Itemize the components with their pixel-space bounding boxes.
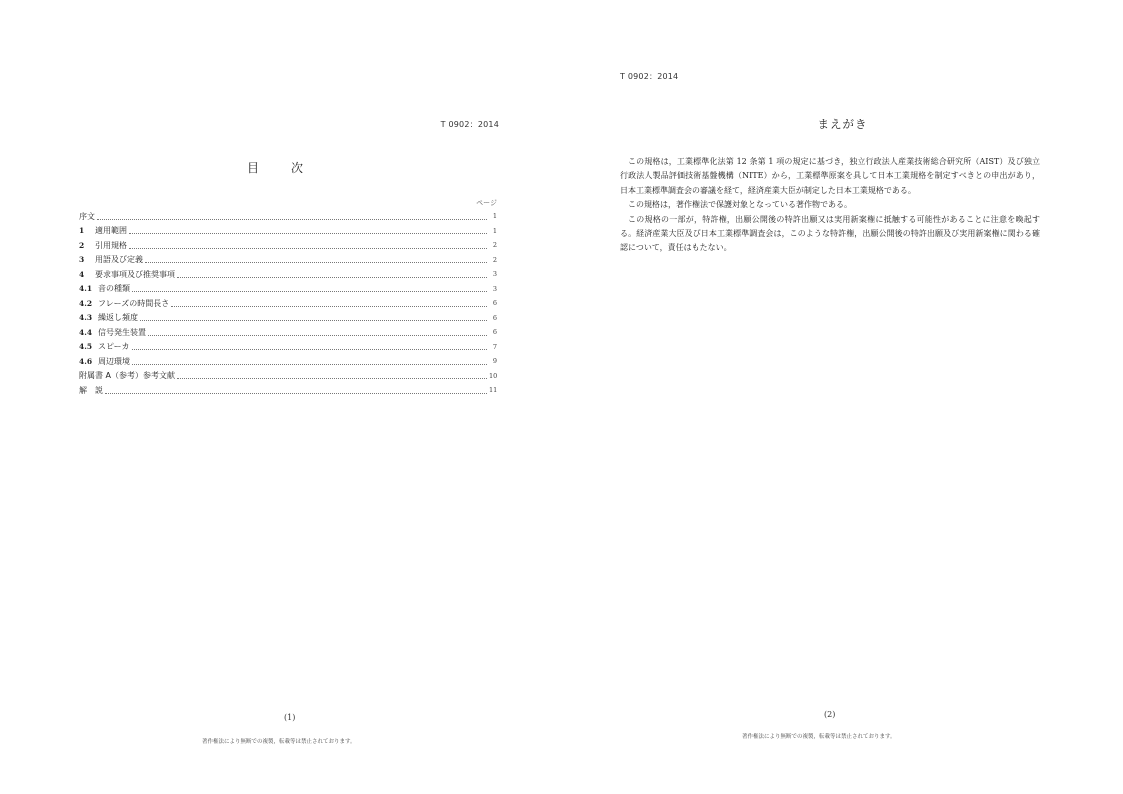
toc-leader-dots <box>132 349 487 350</box>
toc-leader-dots <box>132 364 487 365</box>
toc-entry-page: 6 <box>492 299 497 308</box>
toc-entry-label: 周辺環境 <box>98 356 130 366</box>
copyright-notice: 著作権法により無断での複製，転載等は禁止されております。 <box>742 734 896 740</box>
toc-entry[interactable] <box>79 325 497 340</box>
toc-entry-page: 10 <box>489 371 498 380</box>
toc-entry-number: 4.6 <box>79 356 93 366</box>
standard-code: T 0902：2014 <box>620 72 679 81</box>
toc-leader-dots <box>97 219 487 220</box>
toc-entry-number: 4.5 <box>79 342 93 352</box>
toc-entry-label: スピーカ <box>98 342 130 352</box>
toc-entry-page: 2 <box>492 255 497 264</box>
toc-entry-page: 3 <box>492 284 497 293</box>
toc-entry-label: 要求事項及び推奨事項 <box>95 269 175 279</box>
preface-paragraph: この規格は，著作権法で保護対象となっている著作物である。 <box>628 200 852 210</box>
toc-entry-number: 4.3 <box>79 313 93 323</box>
toc-entry[interactable] <box>79 340 497 355</box>
toc-entry-page: 3 <box>492 270 497 279</box>
toc-leader-dots <box>148 335 487 336</box>
toc-entry-label: 用語及び定義 <box>95 255 143 265</box>
toc-entry-label: 適用範囲 <box>95 226 127 236</box>
toc-entry-label: 序文 <box>79 211 95 221</box>
toc-entry-page: 11 <box>489 386 498 395</box>
toc-leader-dots <box>177 378 487 379</box>
toc-entry[interactable] <box>79 296 497 311</box>
toc-leader-dots <box>145 262 487 263</box>
toc-entry-page: 6 <box>492 328 497 337</box>
toc-entry-label: 附属書 A（参考）参考文献 <box>79 371 176 381</box>
toc-entry[interactable] <box>79 209 497 224</box>
table-of-contents <box>79 209 497 398</box>
toc-entry-label: 繰返し頻度 <box>98 313 138 323</box>
toc-entry-label: 引用規格 <box>95 240 127 250</box>
toc-entry-number: 4.4 <box>79 327 93 337</box>
page-column-label: ページ <box>476 199 497 207</box>
toc-entry[interactable] <box>79 383 497 398</box>
toc-entry[interactable] <box>79 369 497 384</box>
toc-entry-number: 2 <box>79 240 85 250</box>
copyright-notice: 著作権法により無断での複製，転載等は禁止されております。 <box>202 739 356 745</box>
toc-entry-page: 1 <box>492 226 497 235</box>
toc-entry[interactable] <box>79 311 497 326</box>
toc-entry-number: 4.2 <box>79 298 93 308</box>
toc-entry-number: 4 <box>79 269 85 279</box>
toc-entry[interactable] <box>79 354 497 369</box>
toc-entry-label: 信号発生装置 <box>98 327 146 337</box>
toc-entry[interactable] <box>79 267 497 282</box>
left-page <box>0 0 560 794</box>
toc-entry-page: 9 <box>492 357 497 366</box>
preface-paragraph: この規格の一部が，特許権，出願公開後の特許出願又は実用新案権に抵触する可能性があることに注意を喚起する。経済産業大臣及び日本工業標準調査会は，このような特許権，出願公開後の特許出願及び実用新案権に関わる確認について，責任はもたない。 <box>620 214 1040 253</box>
toc-entry-number: 4.1 <box>79 284 93 294</box>
page-number: (1) <box>284 713 296 722</box>
toc-leader-dots <box>105 393 487 394</box>
toc-entry[interactable] <box>79 253 497 268</box>
toc-entry-number: 3 <box>79 255 85 265</box>
toc-entry-label: 解 説 <box>79 385 103 395</box>
toc-entry-page: 1 <box>492 212 497 221</box>
preface-paragraph: この規格は，工業標準化法第 12 条第 1 項の規定に基づき，独立行政法人産業技術総合研究所（AIST）及び独立行政法人製品評価技術基盤機構（NITE）から，工業標準原案を具して日本工業規格を制定すべきとの申出があり，日本工業標準調査会の審議を経て，経済産業大臣が制定した日本工業規格である。 <box>620 157 1040 195</box>
toc-entry-page: 6 <box>492 313 497 322</box>
toc-entry-page: 7 <box>492 342 497 351</box>
toc-entry[interactable] <box>79 224 497 239</box>
toc-leader-dots <box>132 291 487 292</box>
toc-leader-dots <box>171 306 487 307</box>
toc-entry-label: 音の種類 <box>98 284 130 294</box>
toc-entry-label: フレーズの時間長さ <box>98 298 170 308</box>
toc-leader-dots <box>140 320 487 321</box>
preface-title: まえがき <box>817 117 868 131</box>
toc-entry-page: 2 <box>492 241 497 250</box>
toc-title: 目 次 <box>246 161 313 175</box>
standard-code: T 0902：2014 <box>440 120 499 129</box>
right-page <box>562 0 1123 794</box>
toc-leader-dots <box>129 248 487 249</box>
toc-entry[interactable] <box>79 282 497 297</box>
page-number: (2) <box>824 710 836 719</box>
toc-leader-dots <box>177 277 487 278</box>
preface-body <box>620 155 1040 256</box>
toc-leader-dots <box>129 233 487 234</box>
toc-entry[interactable] <box>79 238 497 253</box>
toc-entry-number: 1 <box>79 226 85 236</box>
